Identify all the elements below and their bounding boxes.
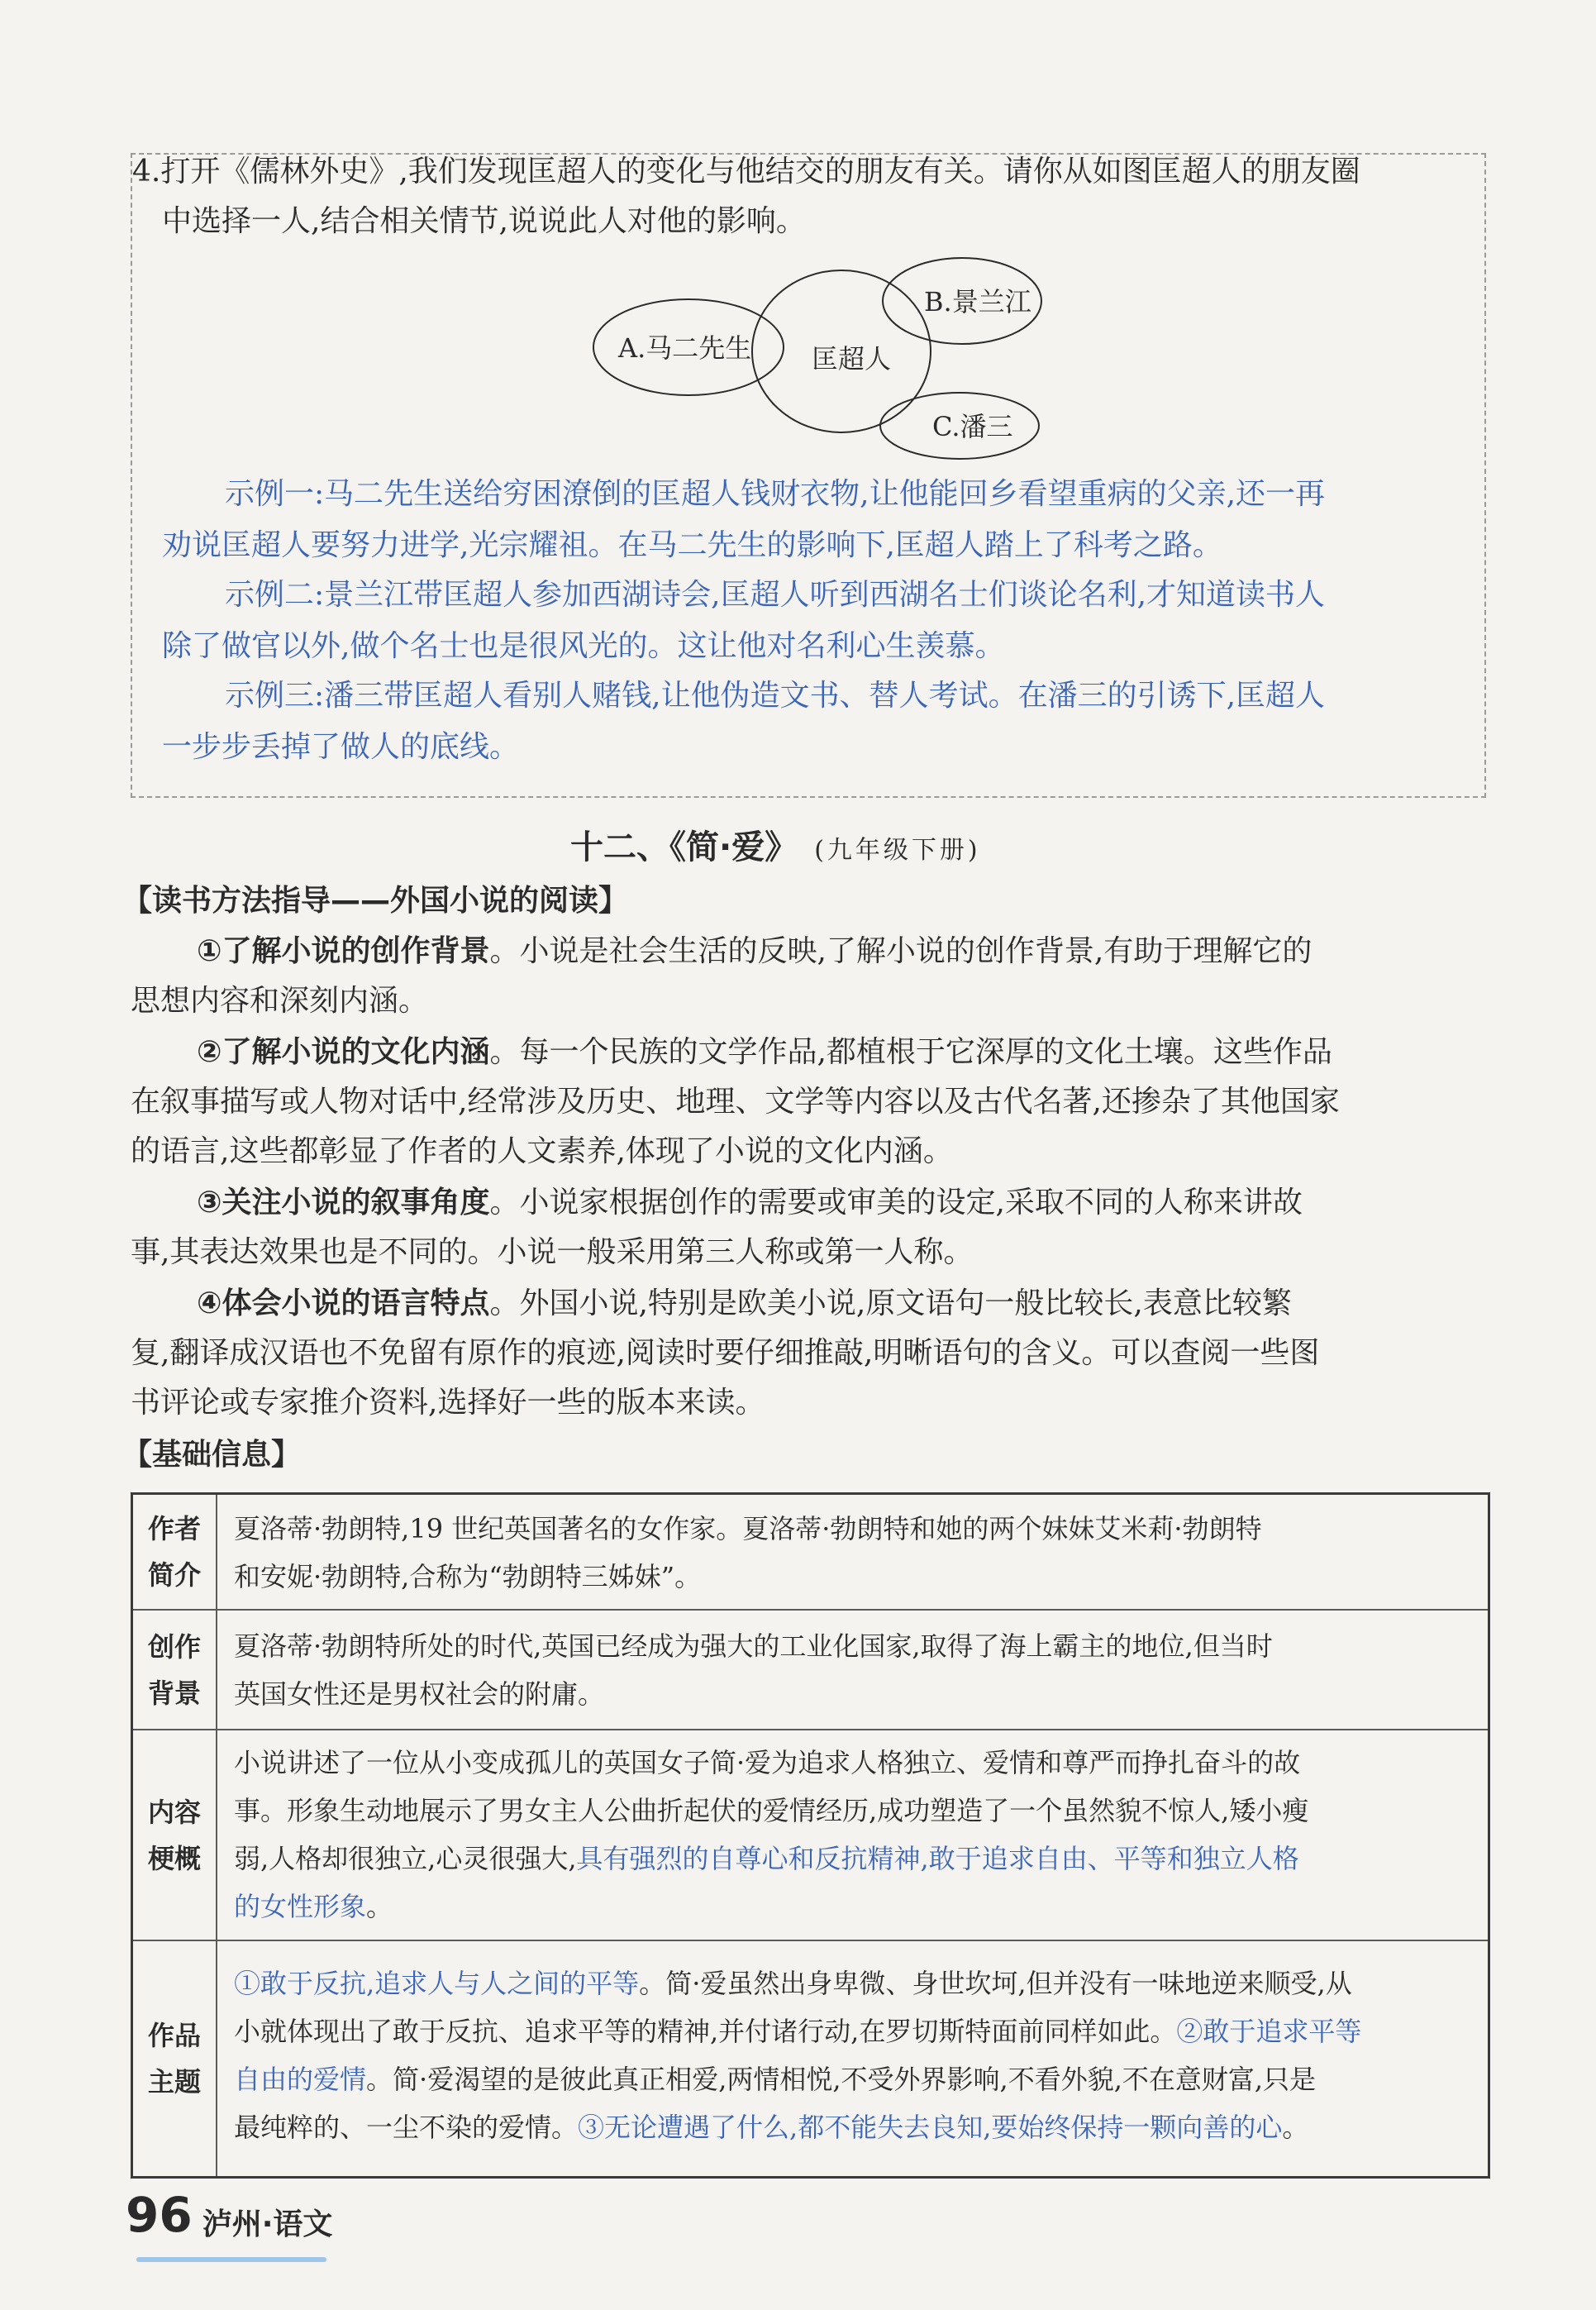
method-p1-line2: 思想内容和深刻内涵。 — [131, 984, 429, 1018]
row-content-background — [234, 1622, 1473, 1718]
summary-line4 — [234, 1883, 1473, 1931]
method-p2-bold: ②了解小说的文化内涵 — [197, 1035, 490, 1069]
page-number: 96 — [126, 2187, 193, 2243]
page-footer — [126, 2187, 332, 2253]
summary-line4-answer: 的女性形象 — [234, 1891, 367, 1922]
theme-line1-plain: 。简·爱虽然出身卑微、身世坎坷,但并没有一味地逆来顺受,从 — [639, 1968, 1352, 1999]
summary-line4-end: 。 — [366, 1891, 393, 1922]
method-p2-line2: 在叙事描写或人物对话中,经常涉及历史、地理、文学等内容以及古代名著,还掺杂了其他国家 — [131, 1085, 1340, 1119]
summary-line2: 事。形象生动地展示了男女主人公曲折起伏的爱情经历,成功塑造了一个虽然貌不惊人,矮小瘦 — [234, 1795, 1309, 1826]
background-line1: 夏洛蒂·勃朗特所处的时代,英国已经成为强大的工业化国家,取得了海上霸主的地位,但当时 — [234, 1630, 1273, 1662]
background-line2: 英国女性还是男权社会的附庸。 — [234, 1678, 605, 1710]
method-p2-line1 — [197, 1027, 1332, 1078]
theme-line4 — [234, 2103, 1473, 2151]
node-a-label: A.马二先生 — [618, 332, 752, 364]
summary-line3-plain: 弱,人格却很独立,心灵很强大, — [234, 1843, 577, 1874]
basic-info-table — [131, 1492, 1490, 2179]
method-p4-line1 — [197, 1278, 1292, 1329]
method-p4-line3: 书评论或专家推介资料,选择好一些的版本来读。 — [131, 1386, 765, 1420]
summary-line3-answer: 具有强烈的自尊心和反抗精神,敢于追求自由、平等和独立人格 — [576, 1843, 1299, 1874]
method-p4-bold: ④体会小说的语言特点 — [197, 1286, 490, 1320]
method-p4-line2: 复,翻译成汉语也不免留有原作的痕迹,阅读时要仔细推敲,明晰语句的含义。可以查阅一些图 — [131, 1336, 1320, 1370]
method-p3-text: 。小说家根据创作的需要或审美的设定,采取不同的人称来讲故 — [489, 1186, 1303, 1219]
summary-line1: 小说讲述了一位从小变成孤儿的英国女子简·爱为追求人格独立、爱情和尊严而挣扎奋斗的故 — [234, 1747, 1301, 1778]
method-p4-text: 。外国小说,特别是欧美小说,原文语句一般比较长,表意比较繁 — [489, 1286, 1292, 1320]
method-p3-line1 — [197, 1177, 1303, 1229]
footer-underline — [136, 2257, 326, 2262]
row-label-cell — [133, 1611, 217, 1729]
answer-1-line1: 示例一:马二先生送给穷困潦倒的匡超人钱财衣物,让他能回乡看望重病的父亲,还一再 — [225, 477, 1326, 511]
theme-line2-plain: 小就体现出了敢于反抗、追求平等的精神,并付诸行动,在罗切斯特面前同样如此。 — [234, 2016, 1177, 2047]
answer-3-line2: 一步步丢掉了做人的底线。 — [162, 730, 520, 764]
row-label-cell — [133, 1941, 217, 2176]
center-label: 匡超人 — [812, 343, 892, 375]
answer-2-line2: 除了做官以外,做个名士也是很风光的。这让他对名利心生羡慕。 — [162, 629, 1005, 663]
table-row-theme — [133, 1941, 1488, 2176]
summary-line3 — [234, 1835, 1473, 1883]
author-line2: 和安妮·勃朗特,合称为“勃朗特三姊妹”。 — [234, 1561, 702, 1592]
row-label-author: 作者 简介 — [147, 1513, 201, 1591]
theme-line2 — [234, 2007, 1473, 2055]
question-4-prompt-line2: 中选择一人,结合相关情节,说说此人对他的影响。 — [162, 204, 806, 238]
theme-line1-answer: ①敢于反抗,追求人与人之间的平等 — [234, 1968, 640, 1999]
theme-line4-plain: 最纯粹的、一尘不染的爱情。 — [234, 2112, 579, 2143]
footer-label: 泸州·语文 — [202, 2207, 333, 2241]
method-p3-line2: 事,其表达效果也是不同的。小说一般采用第三人称或第一人称。 — [131, 1235, 974, 1269]
theme-line2-answer: ②敢于追求平等 — [1176, 2016, 1362, 2047]
section-title-main: 十二、《简·爱》 — [570, 828, 798, 866]
method-p1-line1 — [197, 926, 1312, 977]
theme-line1 — [234, 1959, 1473, 2007]
theme-line4-end: 。 — [1282, 2112, 1309, 2143]
method-p1-bold: ①了解小说的创作背景 — [197, 934, 490, 968]
row-content-author — [234, 1505, 1473, 1601]
answer-2-line1: 示例二:景兰江带匡超人参加西湖诗会,匡超人听到西湖名士们谈论名利,才知道读书人 — [225, 578, 1326, 612]
row-content-theme — [234, 1959, 1473, 2151]
method-p2-line3: 的语言,这些都彰显了作者的人文素养,体现了小说的文化内涵。 — [131, 1134, 953, 1168]
section-title — [570, 819, 981, 876]
theme-line3 — [234, 2055, 1473, 2103]
author-line1: 夏洛蒂·勃朗特,19 世纪英国著名的女作家。夏洛蒂·勃朗特和她的两个妹妹艾米莉·勃朗特 — [234, 1513, 1262, 1544]
node-b-label: B.景兰江 — [924, 286, 1031, 317]
section-title-grade: (九年级下册) — [814, 836, 981, 865]
method-heading: 【读书方法指导——外国小说的阅读】 — [122, 884, 629, 918]
method-p3-bold: ③关注小说的叙事角度 — [197, 1186, 490, 1219]
theme-line4-answer: ③无论遭遇了什么,都不能失去良知,要始终保持一颗向善的心 — [578, 2112, 1283, 2143]
answer-1-line2: 劝说匡超人要努力进学,光宗耀祖。在马二先生的影响下,匡超人踏上了科考之路。 — [162, 528, 1222, 562]
method-p2-text: 。每一个民族的文学作品,都植根于它深厚的文化土壤。这些作品 — [489, 1035, 1332, 1069]
table-row-summary — [133, 1730, 1488, 1941]
answer-3-line1: 示例三:潘三带匡超人看别人赌钱,让他伪造文书、替人考试。在潘三的引诱下,匡超人 — [225, 679, 1326, 713]
theme-line3-plain: 。简·爱渴望的是彼此真正相爱,两情相悦,不受外界影响,不看外貌,不在意财富,只是 — [366, 2064, 1317, 2095]
table-row-author — [133, 1495, 1488, 1611]
basic-info-heading: 【基础信息】 — [122, 1438, 302, 1472]
row-label-cell — [133, 1495, 217, 1609]
row-label-theme: 作品 主题 — [147, 2020, 201, 2098]
row-content-summary — [234, 1739, 1473, 1931]
table-row-background — [133, 1611, 1488, 1730]
node-c-label: C.潘三 — [932, 411, 1013, 442]
row-label-cell — [133, 1730, 217, 1940]
question-4-prompt-line1: 4.打开《儒林外史》,我们发现匡超人的变化与他结交的朋友有关。请你从如图匡超人的朋友圈 — [132, 155, 1360, 189]
method-p1-text: 。小说是社会生活的反映,了解小说的创作背景,有助于理解它的 — [489, 934, 1313, 968]
row-label-background: 创作 背景 — [147, 1630, 201, 1709]
theme-line3-answer: 自由的爱情 — [234, 2064, 367, 2095]
friend-circle-diagram — [579, 248, 1074, 463]
row-label-summary: 内容 梗概 — [147, 1796, 201, 1874]
